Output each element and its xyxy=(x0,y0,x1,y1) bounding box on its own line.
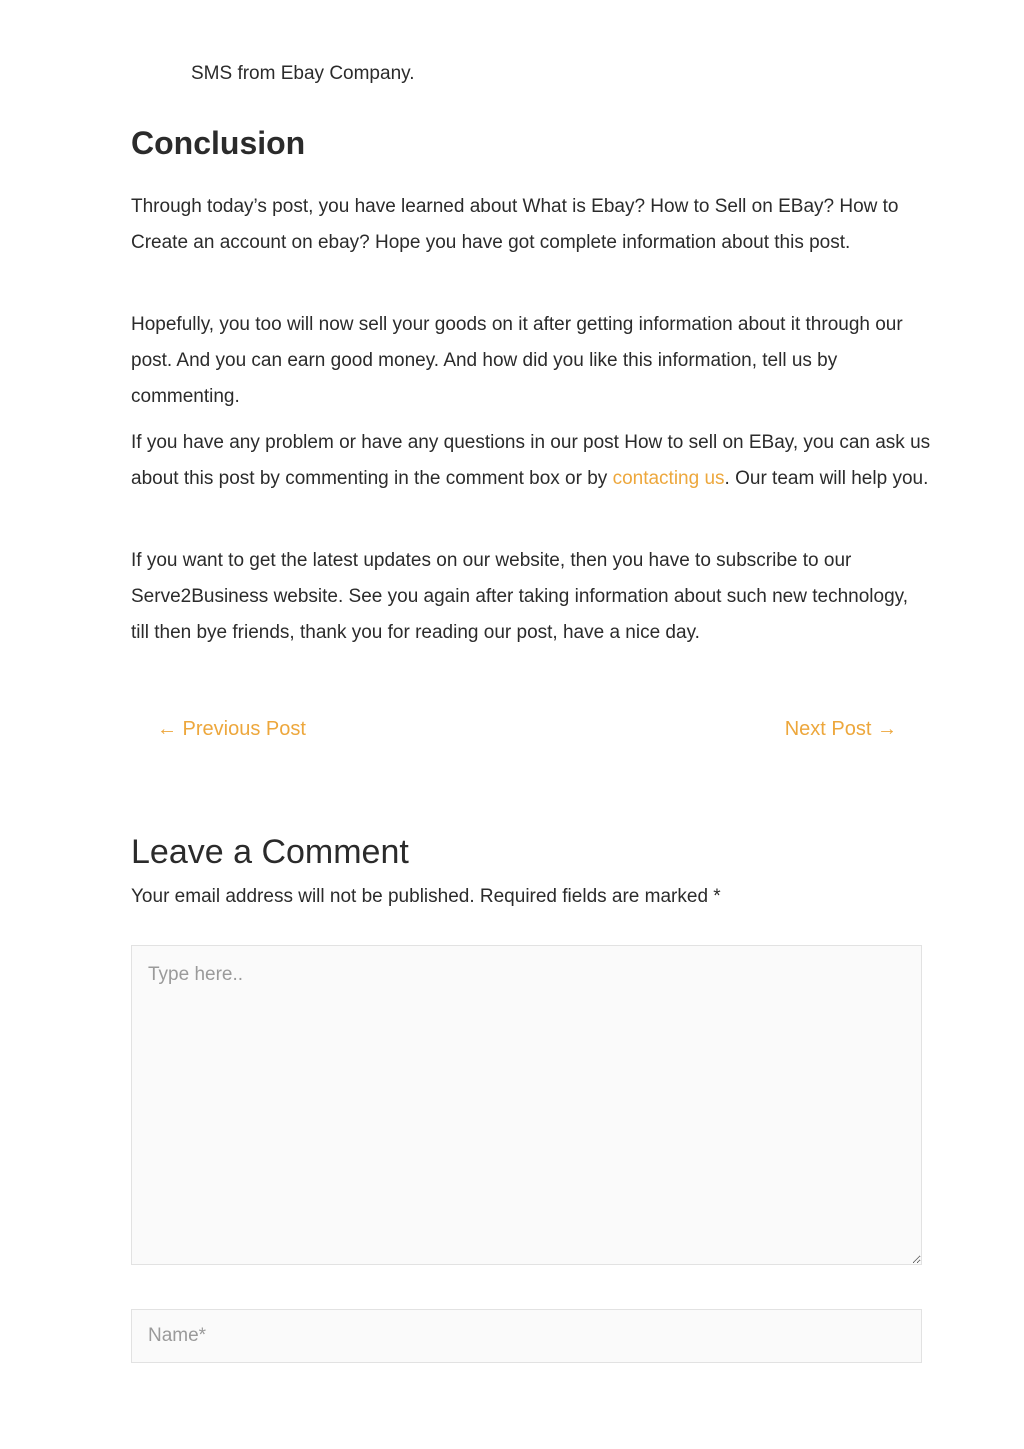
post-navigation xyxy=(131,716,923,750)
conclusion-paragraph-1: Through today’s post, you have learned about What is Ebay? How to Sell on EBay? How to Create an account on ebay? Hope you have got complete information about this post. xyxy=(131,196,899,253)
conclusion-paragraph-4: If you want to get the latest updates on our website, then you have to subscribe to our Serve2Business website. See you again after taking information about such new technology, till then bye friends, thank you for reading our post, have a nice day. xyxy=(131,550,909,643)
conclusion-heading: Conclusion xyxy=(131,125,306,161)
paragraph-3-text-after: . Our team will help you. xyxy=(724,468,929,489)
conclusion-paragraph-3 xyxy=(131,425,931,497)
comment-textarea[interactable] xyxy=(131,945,922,1265)
list-item-tail: SMS from Ebay Company. xyxy=(191,63,415,84)
previous-post-link[interactable]: ← Previous Post xyxy=(157,718,306,740)
next-post-link[interactable]: Next Post → xyxy=(784,718,897,740)
conclusion-paragraph-2: Hopefully, you too will now sell your goods on it after getting information about it through our post. And you can earn good money. And how did you like this information, tell us by commenting. xyxy=(131,314,903,407)
name-input[interactable] xyxy=(131,1309,922,1363)
leave-comment-heading: Leave a Comment xyxy=(131,833,409,871)
paragraph-3-text-before: If you have any problem or have any questions in our post How to sell on EBay, you can ask us about this post by commenting in the comment box or by xyxy=(131,432,931,489)
contact-us-link[interactable]: contacting us xyxy=(612,468,725,489)
comment-notes: Your email address will not be published. Required fields are marked * xyxy=(131,886,721,907)
